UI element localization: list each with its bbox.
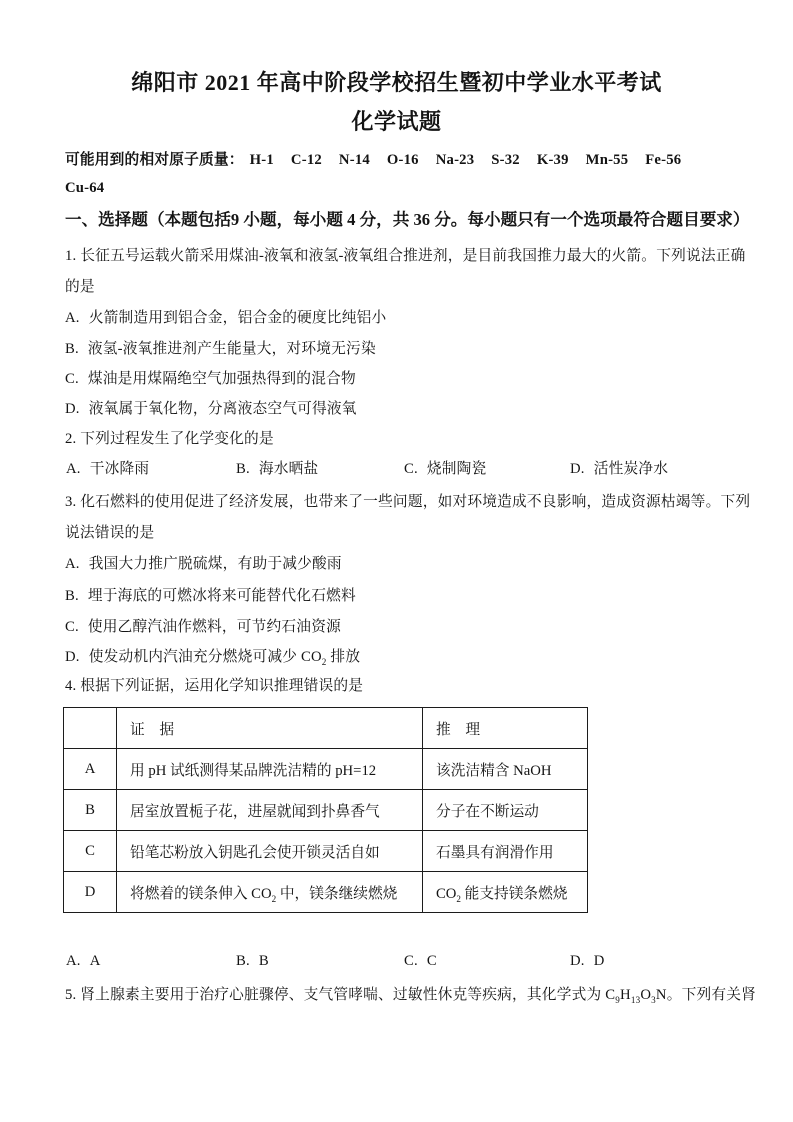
- table-header-letter: [64, 708, 117, 749]
- question-3-option-a: [65, 554, 342, 574]
- atomic-mass-item: H-1: [249, 152, 274, 168]
- option-label: D.: [65, 401, 80, 417]
- option-label: C.: [65, 371, 79, 387]
- option-text: 我国大力推广脱硫煤，有助于减少酸雨: [88, 556, 342, 572]
- row-inference: 该洗洁精含 NaOH: [423, 749, 588, 790]
- question-2-option-d: D. 活性炭净水: [570, 461, 669, 477]
- row-letter: C: [64, 831, 117, 872]
- option-label: C.: [65, 619, 79, 635]
- atomic-mass-overflow: Cu-64: [65, 180, 105, 196]
- question-1-option-c: [65, 369, 356, 389]
- table-header-inference: 推 理: [423, 708, 588, 749]
- table-row-b: [64, 790, 588, 831]
- option-text: 火箭制造用到铝合金，铝合金的硬度比纯铝小: [88, 310, 387, 326]
- row-inference: 石墨具有润滑作用: [423, 831, 588, 872]
- question-3-option-d: [65, 647, 360, 667]
- table-header-evidence: 证 据: [117, 708, 423, 749]
- question-4-option-a: A. A: [66, 953, 101, 969]
- table-row-c: [64, 831, 588, 872]
- row-evidence: 居室放置栀子花，进屋就闻到扑鼻香气: [117, 790, 423, 831]
- row-letter: A: [64, 749, 117, 790]
- option-label: D.: [65, 649, 80, 665]
- question-5-text: 5. 肾上腺素主要用于治疗心脏骤停、支气管哮喘、过敏性休克等疾病，其化学式为 $C_9H_{13}O_3N$。下列有关肾: [65, 987, 757, 1005]
- question-2-option-c: C. 烧制陶瓷: [404, 461, 487, 477]
- atomic-mass-item: N-14: [338, 152, 370, 168]
- question-1-text: 1. 长征五号运载火箭采用煤油-液氧和液氢-液氧组合推进剂，是目前我国推力最大的火箭。下列说法正确: [65, 248, 746, 264]
- option-text: 液氢-液氧推进剂产生能量大，对环境无污染: [87, 341, 376, 357]
- row-inference: $CO_2$ 能支持镁条燃烧: [423, 872, 588, 913]
- atomic-masses-line: [65, 150, 698, 170]
- atomic-mass-item: K-39: [536, 152, 569, 168]
- option-label: B.: [65, 588, 79, 604]
- atomic-mass-item: Mn-55: [585, 152, 629, 168]
- question-2-text: 2. 下列过程发生了化学变化的是: [65, 431, 274, 447]
- question-1-option-b: [65, 339, 376, 359]
- q4-evidence-inference-table: [63, 707, 588, 913]
- row-evidence: 将燃着的镁条伸入 $CO_2$ 中，镁条继续燃烧: [117, 872, 423, 913]
- option-label: A.: [65, 310, 80, 326]
- option-text: 液氧属于氧化物，分离液态空气可得液氧: [88, 401, 357, 417]
- question-4-option-d: D. D: [570, 953, 605, 969]
- row-evidence: 铅笔芯粉放入钥匙孔会使开锁灵活自如: [117, 831, 423, 872]
- question-3-option-c: [65, 617, 341, 637]
- exam-title: 绵阳市 2021 年高中阶段学校招生暨初中学业水平考试: [131, 70, 662, 95]
- question-2-option-b: B. 海水晒盐: [236, 461, 319, 477]
- option-label: B.: [65, 341, 79, 357]
- row-evidence: 用 pH 试纸测得某品牌洗洁精的 pH=12: [117, 749, 423, 790]
- question-1-text-continuation: 的是: [65, 279, 95, 295]
- exam-subtitle: 化学试题: [351, 109, 442, 134]
- question-4-option-b: B. B: [236, 953, 269, 969]
- question-4-option-c: C. C: [404, 953, 437, 969]
- table-row-a: [64, 749, 588, 790]
- question-2-option-a: A. 干冰降雨: [66, 461, 150, 477]
- question-4-text: 4. 根据下列证据，运用化学知识推理错误的是: [65, 678, 364, 694]
- question-1-option-a: [65, 308, 386, 328]
- question-3-text-continuation: 说法错误的是: [65, 525, 155, 541]
- option-text: 使发动机内汽油充分燃烧可减少 $CO_2$ 排放: [88, 649, 361, 667]
- option-label: A.: [65, 556, 80, 572]
- question-3-text: 3. 化石燃料的使用促进了经济发展，也带来了一些问题，如对环境造成不良影响，造成资源枯竭等。下列: [65, 494, 751, 510]
- row-letter: D: [64, 872, 117, 913]
- atomic-mass-item: S-32: [491, 152, 520, 168]
- table-header-row: [64, 708, 588, 749]
- atomic-masses-label: 可能用到的相对原子质量：: [65, 152, 244, 168]
- atomic-mass-item: O-16: [386, 152, 419, 168]
- question-3-option-b: [65, 586, 356, 606]
- atomic-mass-item: Fe-56: [645, 152, 682, 168]
- row-letter: B: [64, 790, 117, 831]
- table-row-d: [64, 872, 588, 913]
- option-text: 使用乙醇汽油作燃料，可节约石油资源: [87, 619, 341, 635]
- atomic-mass-item: Na-23: [435, 152, 475, 168]
- atomic-mass-item: C-12: [290, 152, 322, 168]
- option-text: 埋于海底的可燃冰将来可能替代化石燃料: [87, 588, 356, 604]
- question-1-option-d: [65, 399, 357, 419]
- row-inference: 分子在不断运动: [423, 790, 588, 831]
- section-1-heading: 一、选择题（本题包括9 小题，每小题 4 分，共 36 分。每小题只有一个选项最符合题目要求）: [65, 210, 750, 229]
- option-text: 煤油是用煤隔绝空气加强热得到的混合物: [87, 371, 356, 387]
